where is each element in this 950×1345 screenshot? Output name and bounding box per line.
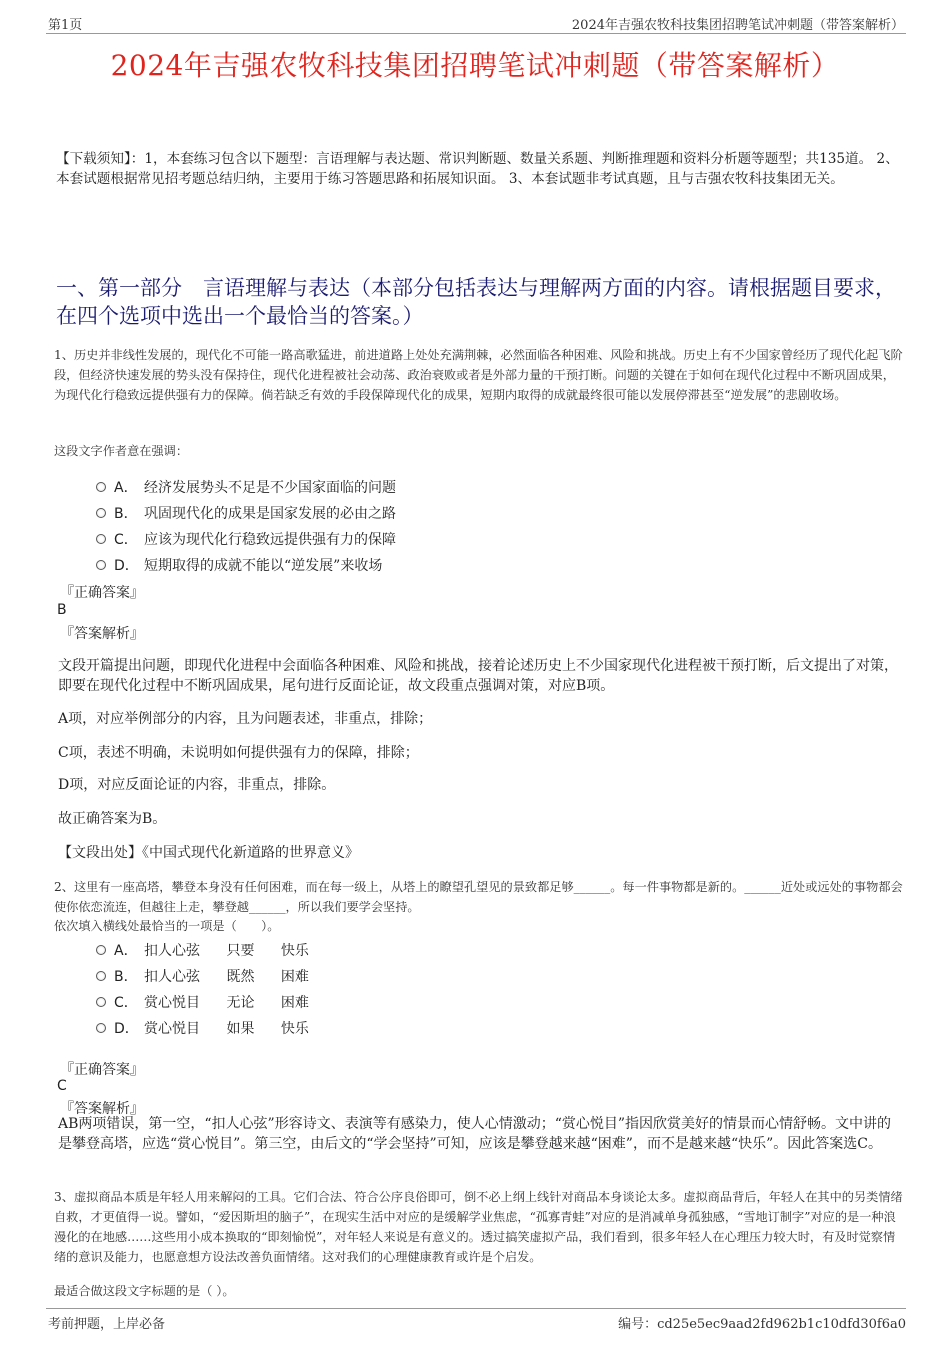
footer-serial: 编号：cd25e5ec9aad2fd962b1c10dfd30f6a0 xyxy=(618,1317,906,1332)
question-2-prompt: 依次填入横线处最恰当的一项是（ ）。 xyxy=(54,919,280,933)
radio-icon[interactable] xyxy=(96,560,106,570)
question-1-text: 1、历史并非线性发展的，现代化不可能一路高歌猛进，前进道路上处处充满荆棘，必然面临各种困难、风险和挑战。历史上有不少国家曾经历了现代化起飞阶段，但经济快速发展的势头没有保持住，现代化进程被社会动荡、政治衰败或者是外部力量的干预打断。问题的关键在于如何在现代化过程中不断巩固成果，为现代化行稳致远提供强有力的保障。倘若缺乏有效的手段保障现代化的成果，短期内取得的成就最终很可能以发展停滞甚至“逆发展”的悲剧收场。 xyxy=(54,348,903,402)
option-word: 快乐 xyxy=(280,943,309,959)
option-letter: A． xyxy=(114,480,138,496)
q1-answer-label: 『正确答案』 xyxy=(60,585,144,601)
option-letter: C． xyxy=(114,995,138,1011)
radio-icon[interactable] xyxy=(96,997,106,1007)
radio-icon[interactable] xyxy=(96,945,106,955)
q1-analysis-para: 故正确答案为B。 xyxy=(58,811,167,827)
option-word: 赏心悦目 xyxy=(144,995,200,1011)
q1-analysis-para: A项，对应举例部分的内容，且为问题表述，非重点，排除； xyxy=(58,711,433,727)
q1-option-b[interactable] xyxy=(96,503,396,523)
question-1-prompt: 这段文字作者意在强调： xyxy=(54,444,189,458)
option-letter: B． xyxy=(114,969,138,985)
q1-analysis-para: 文段开篇提出问题，即现代化进程中会面临各种困难、风险和挑战，接着论述历史上不少国家现代化进程被干预打断，后文提出了对策，即要在现代化过程中不断巩固成果，尾句进行反面论证，故文段重点强调对策，对应B项。 xyxy=(58,658,898,694)
option-word: 赏心悦目 xyxy=(144,1021,200,1037)
q2-analysis: AB两项错误，第一空，“扣人心弦”形容诗文、表演等有感染力，使人心情激动；“赏心悦目”指因欣赏美好的情景而心情舒畅。文中讲的是攀登高塔，应选“赏心悦目”。第三空，由后文的“学会坚持”可知，应该是攀登越来越“困难”，而不是越来越“快乐”。因此答案选C。 xyxy=(58,1116,892,1152)
q2-option-a[interactable] xyxy=(96,940,331,960)
q2-answer-label: 『正确答案』 xyxy=(60,1062,144,1078)
q1-option-c[interactable] xyxy=(96,529,396,549)
page-title: 2024年吉强农牧科技集团招聘笔试冲刺题（带答案解析） xyxy=(110,49,840,82)
question-3-text: 3、虚拟商品本质是年轻人用来解闷的工具。它们合法、符合公序良俗即可，倒不必上纲上线针对商品本身谈论太多。虚拟商品背后，年轻人在其中的另类情绪自救，才更值得一说。譬如，“爱因斯坦的脑子”，在现实生活中对应的是缓解学业焦虑，“孤寡青蛙”对应的是消减单身孤独感，“雪地订制字”对应的是一种浪漫化的在地感……这些用小成本换取的“即刻愉悦”，对年轻人来说是有意义的。透过搞笑虚拟产品，我们看到，很多年轻人在心理压力较大时，有及时觉察情绪的意识及能力，也愿意想方设法改善负面情绪。这对我们的心理健康教育或许是个启发。 xyxy=(54,1190,903,1264)
q1-analysis-label: 『答案解析』 xyxy=(60,626,144,642)
download-notice: 【下载须知】：1，本套练习包含以下题型：言语理解与表达题、常识判断题、数量关系题、判断推理题和资料分析题等题型；共135道。 2、本套试题根据常见招考题总结归纳，主要用于练习答题思路和拓展知识面。 3、本套试题非考试真题，且与吉强农牧科技集团无关。 xyxy=(56,151,899,187)
option-letter: A． xyxy=(114,943,138,959)
option-word: 困难 xyxy=(280,969,309,985)
q1-answer: B xyxy=(57,602,67,618)
option-letter: D． xyxy=(114,558,139,574)
header-doc-title: 2024年吉强农牧科技集团招聘笔试冲刺题（带答案解析） xyxy=(571,18,904,33)
option-word: 扣人心弦 xyxy=(144,969,200,985)
radio-icon[interactable] xyxy=(96,534,106,544)
q1-analysis-para: C项，表述不明确，未说明如何提供强有力的保障，排除； xyxy=(58,745,419,761)
q1-analysis-para: D项，对应反面论证的内容，非重点，排除。 xyxy=(58,777,336,793)
q2-option-c[interactable] xyxy=(96,992,331,1012)
option-word: 无论 xyxy=(226,995,255,1011)
footer-slogan: 考前押题，上岸必备 xyxy=(48,1317,166,1332)
q1-option-a[interactable] xyxy=(96,477,396,497)
header-divider xyxy=(46,33,906,34)
option-text: 经济发展势头不足是不少国家面临的问题 xyxy=(144,480,396,496)
option-letter: D． xyxy=(114,1021,139,1037)
question-3-prompt: 最适合做这段文字标题的是（ ）。 xyxy=(54,1284,235,1298)
option-word: 如果 xyxy=(226,1021,255,1037)
section-heading: 一、第一部分 言语理解与表达（本部分包括表达与理解两方面的内容。请根据题目要求，在四个选项中选出一个最恰当的答案。） xyxy=(56,276,896,328)
q1-option-d[interactable] xyxy=(96,555,382,575)
radio-icon[interactable] xyxy=(96,508,106,518)
option-letter: B． xyxy=(114,506,138,522)
q2-answer: C xyxy=(57,1078,67,1094)
question-2-text: 2、这里有一座高塔，攀登本身没有任何困难，而在每一级上，从塔上的瞭望孔望见的景致都足够______。每一件事物都是新的。______近处或远处的事物都会使你依恋流连，但越往上走，攀登越______，所以我们要学会坚持。 xyxy=(54,880,903,914)
option-text: 巩固现代化的成果是国家发展的必由之路 xyxy=(144,506,396,522)
option-word: 既然 xyxy=(226,969,255,985)
option-text: 应该为现代化行稳致远提供强有力的保障 xyxy=(144,532,396,548)
radio-icon[interactable] xyxy=(96,482,106,492)
option-word: 困难 xyxy=(280,995,309,1011)
option-text: 短期取得的成就不能以“逆发展”来收场 xyxy=(144,558,383,574)
option-word: 只要 xyxy=(226,943,255,959)
page-number: 第1页 xyxy=(48,18,83,33)
option-word: 快乐 xyxy=(280,1021,309,1037)
q1-source: 【文段出处】《中国式现代化新道路的世界意义》 xyxy=(58,845,359,861)
radio-icon[interactable] xyxy=(96,1023,106,1033)
option-word: 扣人心弦 xyxy=(144,943,200,959)
footer-divider xyxy=(46,1308,906,1309)
q2-option-d[interactable] xyxy=(96,1018,331,1038)
q2-analysis-label: 『答案解析』 xyxy=(60,1101,144,1117)
option-letter: C． xyxy=(114,532,138,548)
q2-option-b[interactable] xyxy=(96,966,331,986)
radio-icon[interactable] xyxy=(96,971,106,981)
